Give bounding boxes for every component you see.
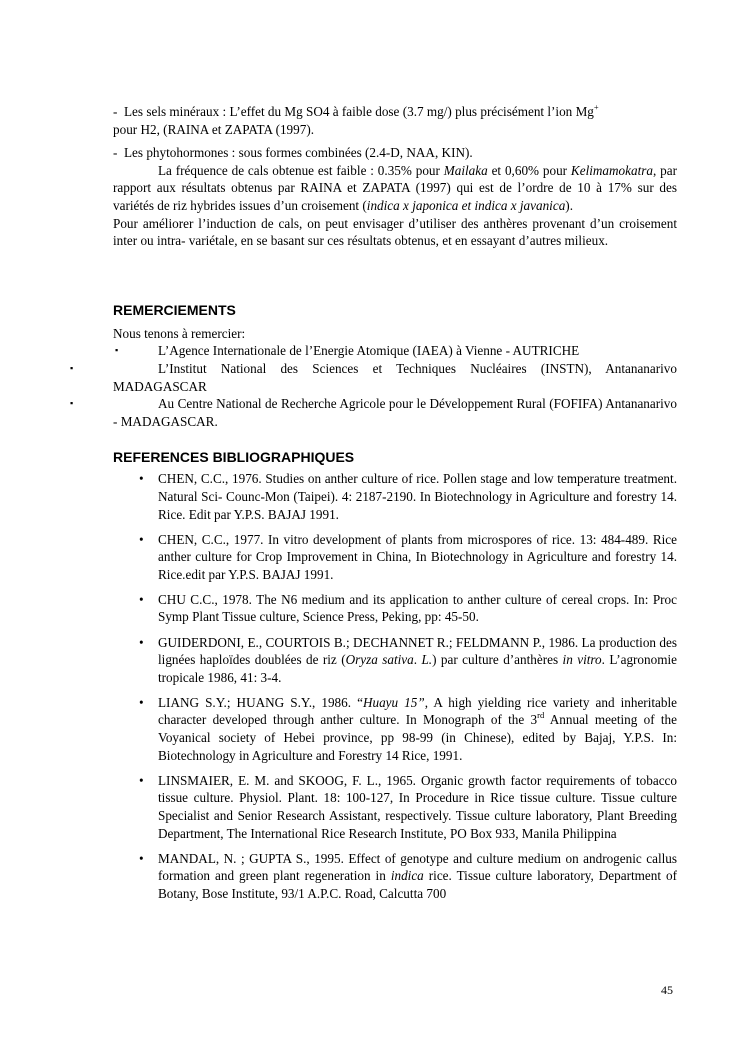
ack-item: ▪ L’Institut National des Sciences et Techniques Nucléaires (INSTN), Antananarivo MADAGASCAR [70, 360, 677, 394]
reference-item: • CHEN, C.C., 1977. In vitro development of plants from microspores of rice. 13: 484-489. Rice anther culture for Crop Improvement in China, In Biotechnology in Agriculture and forestry 14. Rice.edit par Y.P.S. BAJAJ 1991. [139, 531, 677, 582]
bullet-icon: • [139, 694, 144, 710]
ack-item: ▪ L’Agence Internationale de l’Energie Atomique (IAEA) à Vienne - AUTRICHE [115, 343, 580, 359]
bullet-icon: • [139, 634, 144, 650]
square-bullet-icon: ▪ [70, 398, 74, 409]
references-heading: REFERENCES BIBLIOGRAPHIQUES [113, 449, 355, 466]
bullet-icon: • [139, 471, 144, 487]
page-body [70, 102, 678, 910]
reference-item: • CHU C.C., 1978. The N6 medium and its application to anther culture of cereal crops. In: Proc Symp Plant Tissue culture, Science Press, Peking, pp: 45-50. [139, 591, 677, 625]
square-bullet-icon: ▪ [115, 345, 119, 356]
reference-item: • GUIDERDONI, E., COURTOIS B.; DECHANNET R.; FELDMANN P., 1986. La production des lignées haploïdes doublées de riz (Oryza sativa. L.) par culture d’anthères in vitro. L’agronomie tropicale 1986, 41: 3-4. [139, 634, 677, 685]
bullet-icon: • [139, 531, 144, 547]
reference-item: • LINSMAIER, E. M. and SKOOG, F. L., 1965. Organic growth factor requirements of tobacco tissue culture. Physiol. Plant. 18: 100-127, In Procedure in Rice tissue culture. Tissue culture Specialist and Senior Research Assistant, respectively. Tissue culture laboratory, Plant Breeding Department, The International Rice Research Institute, PO Box 933, Manila Philippina [139, 772, 677, 841]
bullet-icon: • [139, 591, 144, 607]
reference-list [113, 470, 677, 902]
reference-item: • CHEN, C.C., 1976. Studies on anther culture of rice. Pollen stage and low temperature treatment. Natural Sci- Counc-Mon (Taipei). 4: 2187-2190. In Biotechnology in Agriculture and forestry 14. Rice. Edit par Y.P.S. BAJAJ 1991. [139, 471, 677, 522]
acknowledgements-intro: Nous tenons à remercier: [113, 325, 246, 341]
page-number: 45 [661, 983, 673, 997]
reference-item: • MANDAL, N. ; GUPTA S., 1995. Effect of genotype and culture medium on androgenic callus formation and green plant regeneration in indica rice. Tissue culture laboratory, Department of Botany, Bose Institute, 93/1 A.P.C. Road, Calcutta 700 [139, 850, 677, 901]
mineral-salts-line: - Les sels minéraux : L’effet du Mg SO4 à faible dose (3.7 mg/) plus précisément l’ion Mg+ pour H2, (RAINA et ZAPATA (1997). [113, 102, 599, 137]
acknowledgements-heading: REMERCIEMENTS [113, 301, 236, 318]
ack-item: ▪ Au Centre National de Recherche Agricole pour le Développement Rural (FOFIFA) Antananarivo - MADAGASCAR. [70, 396, 677, 429]
bullet-icon: • [139, 772, 144, 788]
improvement-paragraph: Pour améliorer l’induction de cals, on peut envisager d’utiliser des anthères provenant d’un croisement inter ou intra- variétale, en se basant sur ces résultats obtenus, et en essayant d’autres milieux. [113, 215, 677, 249]
bullet-icon: • [139, 850, 144, 866]
reference-item: • LIANG S.Y.; HUANG S.Y., 1986. “Huayu 15”, A high yielding rice variety and inheritable character developed through anther culture. In Monograph of the 3rd Annual meeting of the Voyanical society of Hebei province, pp 98-99 (in Chinese), edited by Bajaj, Y.P.S. In: Biotechnology in Agriculture and Forestry 14 Rice, 1991. [139, 694, 678, 763]
square-bullet-icon: ▪ [70, 362, 74, 373]
callus-frequency-paragraph: La fréquence de cals obtenue est faible : 0.35% pour Mailaka et 0,60% pour Kelimamokatra, par rapport aux résultats obtenus par RAINA et ZAPATA (1997) qui est de l’ordre de 10 à 17% sur des variétés de riz hybrides issues d’un croisement (indica x japonica et indica x javanica). [113, 162, 677, 213]
phytohormones-line: - Les phytohormones : sous formes combinées (2.4-D, NAA, KIN). [113, 145, 473, 161]
